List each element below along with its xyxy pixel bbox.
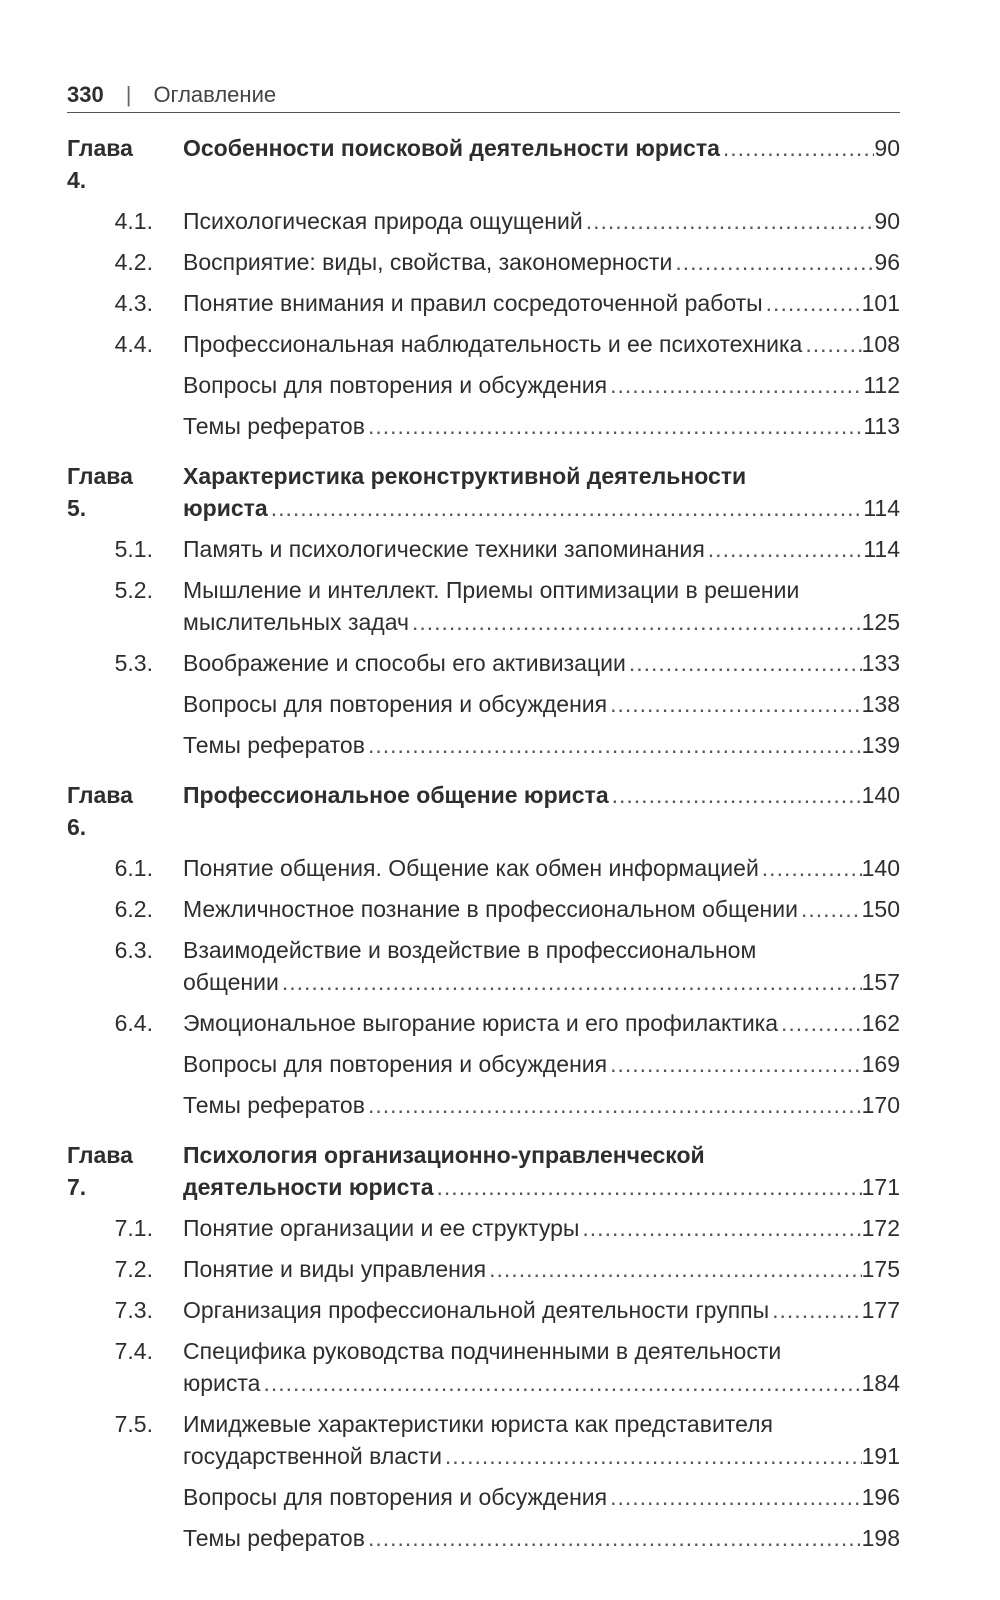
entry-number: 6.1. [114, 855, 153, 881]
entry-title-line: Профессиональное общение юриста [183, 782, 609, 808]
entry-page-number: 150 [861, 896, 900, 922]
entry-page-number: 191 [861, 1443, 900, 1469]
toc-section-entry[interactable] [67, 360, 900, 401]
entry-page-number: 101 [861, 290, 900, 316]
entry-title-line: Специфика руководства подчиненными в деятельности [183, 1338, 782, 1364]
entry-number: 6.2. [114, 896, 153, 922]
dot-leader [365, 1089, 862, 1121]
toc-chapter-entry[interactable] [67, 1130, 900, 1203]
entry-number [67, 369, 153, 401]
entry-title-block [183, 1007, 900, 1039]
toc-section-entry[interactable] [67, 1080, 900, 1121]
entry-title-line: Темы рефератов [183, 413, 365, 439]
entry-page-number: 162 [861, 1010, 900, 1036]
dot-leader [365, 729, 862, 761]
dot-leader [365, 410, 863, 442]
toc-section-entry[interactable] [67, 196, 900, 237]
entry-title-line: государственной власти [183, 1443, 442, 1469]
entry-number [67, 1089, 153, 1121]
entry-title-block [183, 287, 900, 319]
entry-title-line: Память и психологические техники запоминания [183, 536, 705, 562]
entry-title-block [183, 574, 900, 638]
entry-page-number: 139 [861, 732, 900, 758]
entry-page-number: 138 [861, 691, 900, 717]
entry-title-line: Темы рефератов [183, 1092, 365, 1118]
dot-leader [720, 132, 875, 164]
entry-title-line: Темы рефератов [183, 732, 365, 758]
entry-title-line: Вопросы для повторения и обсуждения [183, 372, 608, 398]
toc-chapter-entry[interactable] [67, 123, 900, 196]
entry-title-line: Организация профессиональной деятельности группы [183, 1297, 770, 1323]
entry-title-line: Взаимодействие и воздействие в профессиональном [183, 937, 757, 963]
entry-number: 4.3. [114, 290, 153, 316]
entry-page-number: 125 [861, 609, 900, 635]
page-number: 330 [67, 82, 104, 107]
toc-section-entry[interactable] [67, 237, 900, 278]
entry-last-line [183, 1481, 900, 1513]
toc-section-entry[interactable] [67, 1513, 900, 1554]
running-header [67, 80, 276, 110]
entry-page-number: 113 [863, 413, 900, 439]
entry-page-number: 170 [861, 1092, 900, 1118]
dot-leader [486, 1253, 861, 1285]
toc-section-entry[interactable] [67, 278, 900, 319]
entry-title-line: Вопросы для повторения и обсуждения [183, 1484, 608, 1510]
entry-title-line: Воображение и способы его активизации [183, 650, 626, 676]
entry-page-number: 108 [861, 331, 900, 357]
entry-number [67, 688, 153, 720]
entry-number: 5.3. [114, 650, 153, 676]
entry-title-line: Мышление и интеллект. Приемы оптимизации в решении [183, 577, 800, 603]
dot-leader [607, 688, 862, 720]
entry-page-number: 198 [861, 1525, 900, 1551]
dot-leader [672, 246, 874, 278]
toc-section-entry[interactable] [67, 1326, 900, 1399]
entry-page-number: 157 [861, 969, 900, 995]
entry-title-block [183, 1048, 900, 1080]
entry-title-block [183, 779, 900, 843]
entry-page-number: 133 [861, 650, 900, 676]
entry-title-line: мыслительных задач [183, 609, 409, 635]
entry-title-block [183, 205, 900, 237]
entry-last-line [183, 1253, 900, 1285]
dot-leader [409, 606, 862, 638]
entry-number: 7.2. [114, 1256, 153, 1282]
entry-title-block [183, 1522, 900, 1554]
entry-title-line: Понятие внимания и правил сосредоточенной работы [183, 290, 763, 316]
dot-leader [759, 852, 862, 884]
toc-section-entry[interactable] [67, 401, 900, 442]
toc-section-entry[interactable] [67, 1244, 900, 1285]
entry-number [67, 1048, 153, 1080]
entry-title-block [183, 1335, 900, 1399]
entry-number: 5.1. [114, 536, 153, 562]
dot-leader [769, 1294, 861, 1326]
entry-number: Глава 5. [67, 463, 133, 521]
entry-page-number: 169 [861, 1051, 900, 1077]
entry-title-block [183, 533, 900, 565]
entry-title-block [183, 132, 900, 196]
entry-page-number: 90 [874, 208, 900, 234]
entry-title-block [183, 852, 900, 884]
entry-title-line: Понятие общения. Общение как обмен информацией [183, 855, 759, 881]
dot-leader [778, 1007, 862, 1039]
entry-page-number: 114 [863, 536, 900, 562]
entry-last-line [183, 1440, 900, 1472]
entry-last-line [183, 688, 900, 720]
toc-chapter-entry[interactable] [67, 770, 900, 843]
entry-number: 6.3. [114, 937, 153, 963]
entry-last-line [183, 1212, 900, 1244]
toc-section-entry[interactable] [67, 319, 900, 360]
entry-title-line: Имиджевые характеристики юриста как представителя [183, 1411, 773, 1437]
entry-number: 5.2. [114, 577, 153, 603]
header-separator: | [125, 82, 132, 107]
entry-title-line: юриста [183, 1370, 261, 1396]
dot-leader [705, 533, 864, 565]
dot-leader [802, 328, 861, 360]
entry-title-block [183, 688, 900, 720]
entry-number [67, 1522, 153, 1554]
entry-last-line [183, 205, 900, 237]
entry-last-line [183, 1171, 900, 1203]
entry-number: Глава 4. [67, 135, 133, 193]
entry-last-line [183, 1294, 900, 1326]
entry-title-block [183, 369, 900, 401]
entry-last-line [183, 1048, 900, 1080]
entry-last-line [183, 852, 900, 884]
entry-last-line [183, 410, 900, 442]
dot-leader [579, 1212, 861, 1244]
entry-number: 7.4. [114, 1338, 153, 1364]
entry-number: 6.4. [114, 1010, 153, 1036]
entry-page-number: 196 [861, 1484, 900, 1510]
entry-last-line [183, 369, 900, 401]
entry-title-line: Профессиональная наблюдательность и ее психотехника [183, 331, 803, 357]
entry-title-line: Понятие и виды управления [183, 1256, 487, 1282]
entry-page-number: 184 [861, 1370, 900, 1396]
entry-title-line: Психологическая природа ощущений [183, 208, 583, 234]
toc-section-entry[interactable] [67, 843, 900, 884]
dot-leader [607, 1048, 862, 1080]
dot-leader [365, 1522, 862, 1554]
toc-section-entry[interactable] [67, 1039, 900, 1080]
toc-section-entry[interactable] [67, 720, 900, 761]
entry-page-number: 140 [861, 855, 900, 881]
entry-title-block [183, 729, 900, 761]
entry-title-block [183, 246, 900, 278]
dot-leader [279, 966, 862, 998]
entry-number [67, 1481, 153, 1513]
entry-last-line [183, 1367, 900, 1399]
entry-last-line [183, 647, 900, 679]
toc-section-entry[interactable] [67, 884, 900, 925]
entry-page-number: 114 [863, 495, 900, 521]
dot-leader [268, 492, 864, 524]
entry-last-line [183, 492, 900, 524]
entry-title-line: Психология организационно-управленческой [183, 1142, 705, 1168]
dot-leader [434, 1171, 862, 1203]
dot-leader [626, 647, 862, 679]
entry-title-block [183, 328, 900, 360]
entry-last-line [183, 893, 900, 925]
dot-leader [260, 1367, 861, 1399]
toc-section-entry[interactable] [67, 679, 900, 720]
entry-number [67, 729, 153, 761]
entry-title-block [183, 1253, 900, 1285]
entry-title-block [183, 410, 900, 442]
entry-title-line: Вопросы для повторения и обсуждения [183, 691, 608, 717]
entry-title-line: Особенности поисковой деятельности юриста [183, 135, 720, 161]
entry-page-number: 140 [861, 782, 900, 808]
toc-section-entry[interactable] [67, 998, 900, 1039]
entry-number: Глава 7. [67, 1142, 133, 1200]
dot-leader [583, 205, 875, 237]
dot-leader [442, 1440, 862, 1472]
entry-page-number: 171 [861, 1174, 900, 1200]
dot-leader [607, 369, 863, 401]
entry-page-number: 96 [874, 249, 900, 275]
entry-title-block [183, 1089, 900, 1121]
entry-title-line: общении [183, 969, 279, 995]
entry-page-number: 177 [861, 1297, 900, 1323]
entry-last-line [183, 132, 900, 164]
toc-section-entry[interactable] [67, 1285, 900, 1326]
entry-page-number: 175 [861, 1256, 900, 1282]
toc-chapter-entry[interactable] [67, 451, 900, 524]
entry-last-line [183, 246, 900, 278]
entry-title-block [183, 1408, 900, 1472]
header-title: Оглавление [153, 82, 277, 107]
entry-title-line: Характеристика реконструктивной деятельности [183, 463, 747, 489]
toc-section-entry[interactable] [67, 565, 900, 638]
entry-title-block [183, 460, 900, 524]
header-rule [67, 112, 900, 113]
entry-number: 4.2. [114, 249, 153, 275]
entry-title-line: юриста [183, 495, 268, 521]
toc-section-entry[interactable] [67, 1399, 900, 1472]
entry-last-line [183, 606, 900, 638]
entry-title-line: Межличностное познание в профессиональном общении [183, 896, 798, 922]
entry-number: 7.5. [114, 1411, 153, 1437]
dot-leader [609, 779, 862, 811]
entry-number: 4.1. [114, 208, 153, 234]
entry-last-line [183, 729, 900, 761]
entry-title-block [183, 1481, 900, 1513]
entry-title-block [183, 647, 900, 679]
entry-title-line: Темы рефератов [183, 1525, 365, 1551]
entry-last-line [183, 966, 900, 998]
entry-last-line [183, 328, 900, 360]
dot-leader [798, 893, 862, 925]
entry-title-line: Эмоциональное выгорание юриста и его профилактика [183, 1010, 779, 1036]
entry-title-block [183, 893, 900, 925]
toc-section-entry[interactable] [67, 1203, 900, 1244]
entry-title-block [183, 1212, 900, 1244]
entry-last-line [183, 533, 900, 565]
entry-number: 7.1. [114, 1215, 153, 1241]
entry-number: Глава 6. [67, 782, 133, 840]
toc-section-entry[interactable] [67, 925, 900, 998]
toc-section-entry[interactable] [67, 638, 900, 679]
entry-last-line [183, 1089, 900, 1121]
entry-last-line [183, 779, 900, 811]
entry-title-line: Понятие организации и ее структуры [183, 1215, 580, 1241]
entry-number: 7.3. [114, 1297, 153, 1323]
entry-title-line: Вопросы для повторения и обсуждения [183, 1051, 608, 1077]
entry-number: 4.4. [114, 331, 153, 357]
toc-section-entry[interactable] [67, 524, 900, 565]
entry-page-number: 112 [863, 372, 900, 398]
table-of-contents [67, 123, 900, 1554]
entry-page-number: 90 [874, 135, 900, 161]
entry-title-block [183, 1139, 900, 1203]
toc-section-entry[interactable] [67, 1472, 900, 1513]
dot-leader [607, 1481, 862, 1513]
dot-leader [763, 287, 862, 319]
entry-title-line: Восприятие: виды, свойства, закономерности [183, 249, 673, 275]
entry-last-line [183, 1522, 900, 1554]
entry-title-block [183, 1294, 900, 1326]
entry-title-line: деятельности юриста [183, 1174, 434, 1200]
entry-page-number: 172 [861, 1215, 900, 1241]
entry-title-block [183, 934, 900, 998]
entry-number [67, 410, 153, 442]
entry-last-line [183, 287, 900, 319]
entry-last-line [183, 1007, 900, 1039]
